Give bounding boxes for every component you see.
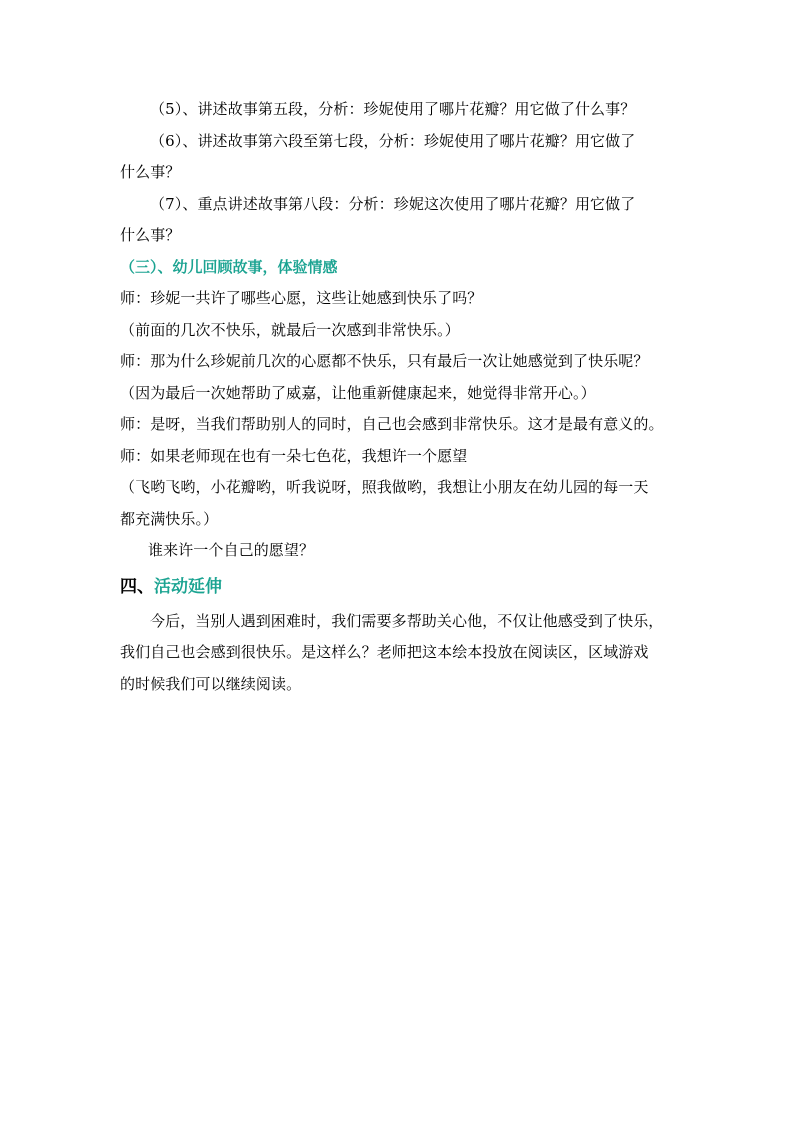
closing-question: 谁来许一个自己的愿望？ (148, 541, 315, 559)
document-page (120, 94, 680, 700)
extension-line-1: 今后，当别人遇到困难时，我们需要多帮助关心他，不仅让他感受到了快乐， (150, 611, 664, 630)
step-7: （7）、重点讲述故事第八段：分析：珍妮这次使用了哪片花瓣？用它做了 (150, 194, 636, 213)
dialogue-line-3: 师：那为什么珍妮前几次的心愿都不快乐，只有最后一次让她感觉到了快乐呢？ (120, 352, 649, 370)
step-6: （6）、讲述故事第六段至第七段，分析：珍妮使用了哪片花瓣？用它做了 (150, 131, 636, 150)
dialogue-line-7: （飞哟飞哟，小花瓣哟，听我说呀，照我做哟，我想让小朋友在幼儿园的每一天 (120, 478, 649, 496)
section-4-heading (120, 570, 680, 604)
dialogue-line-8: 都充满快乐。） (120, 509, 219, 528)
section-4-number: 四、 (120, 576, 154, 597)
section-4-title: 活动延伸 (154, 576, 222, 597)
extension-line-2: 我们自己也会感到很快乐。是这样么？老师把这本绘本投放在阅读区，区域游戏 (120, 643, 649, 661)
dialogue-line-6: 师：如果老师现在也有一朵七色花，我想许一个愿望 (120, 446, 468, 465)
dialogue-line-5: 师：是呀，当我们帮助别人的同时，自己也会感到非常快乐。这才是最有意义的。 (120, 415, 664, 433)
section-3-heading: （三）、幼儿回顾故事，体验情感 (120, 257, 338, 276)
dialogue-line-2: （前面的几次不快乐，就最后一次感到非常快乐。） (120, 320, 460, 339)
step-5: （5）、讲述故事第五段，分析：珍妮使用了哪片花瓣？用它做了什么事？ (150, 100, 636, 118)
step-6-continued: 什么事？ (120, 163, 181, 181)
dialogue-line-1: 师：珍妮一共许了哪些心愿，这些让她感到快乐了吗？ (120, 289, 483, 307)
extension-line-3: 的时候我们可以继续阅读。 (120, 674, 302, 693)
dialogue-line-4: （因为最后一次她帮助了威嘉，让他重新健康起来，她觉得非常开心。） (120, 383, 596, 402)
step-7-continued: 什么事？ (120, 226, 181, 244)
